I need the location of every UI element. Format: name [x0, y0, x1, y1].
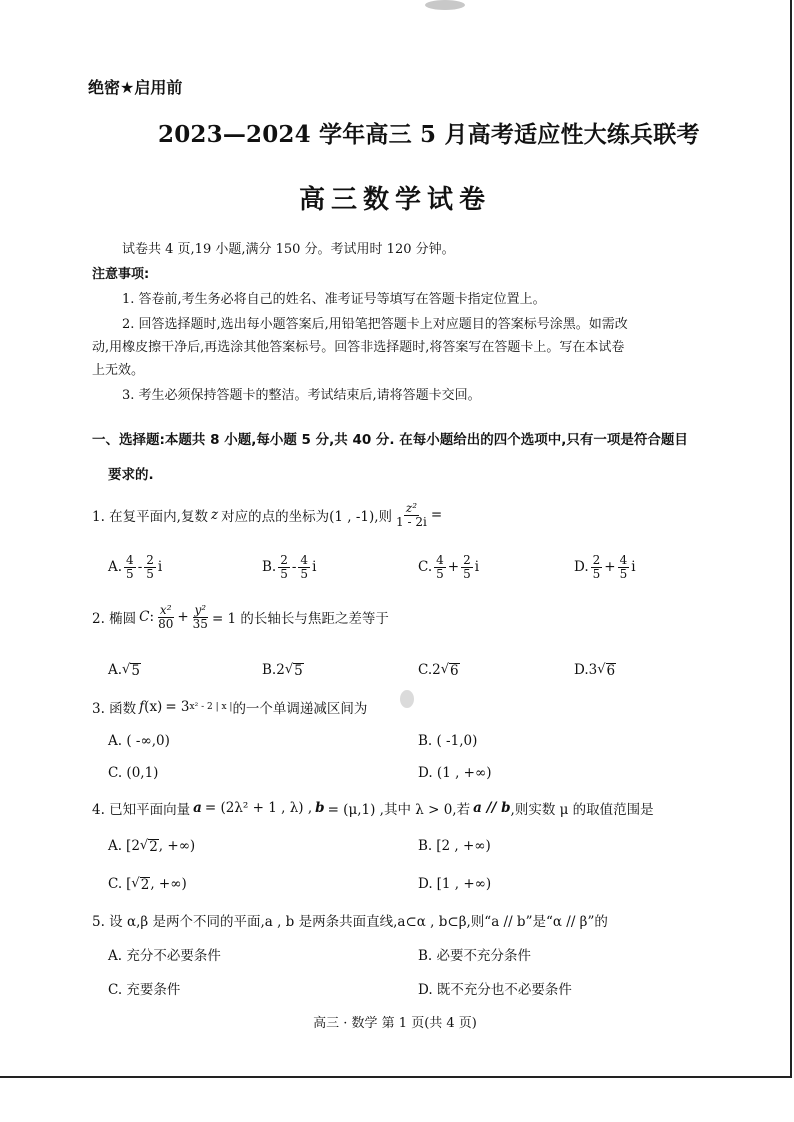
numerator: 2 — [463, 553, 471, 567]
q2-variable: C — [139, 609, 150, 626]
question-4 — [92, 798, 654, 818]
q2-suffix: = 1 的长轴长与焦距之差等于 — [211, 611, 389, 628]
option-label: D. — [574, 559, 589, 576]
q3-option-a: A. ( -∞,0) — [108, 733, 170, 749]
q3-exponent: x² - 2 | x | — [189, 702, 233, 712]
q3-option-c: C. (0,1) — [108, 765, 159, 781]
q2-fraction-x — [156, 604, 175, 630]
page-footer: 高三 · 数学 第 1 页(共 4 页) — [313, 1016, 477, 1031]
q4-prefix: 4. 已知平面向量 — [92, 802, 191, 818]
option-label: B. — [262, 559, 277, 576]
q4-parallel-condition: a // b — [473, 800, 511, 816]
q2-option-a — [108, 662, 141, 679]
q4-option-b — [418, 838, 491, 854]
option-text: [1 , +∞) — [436, 876, 492, 892]
q1-fraction — [394, 502, 429, 528]
option-fraction — [618, 554, 630, 580]
option-label: C. — [108, 876, 123, 893]
sqrt-symbol: √ 2 — [139, 838, 158, 855]
q1-option-b — [262, 554, 316, 580]
sqrt-symbol: √ 2 — [131, 876, 150, 893]
q4-option-a — [108, 838, 195, 855]
numerator: 4 — [436, 553, 444, 567]
option-fraction — [434, 554, 446, 580]
q1-variable: z — [210, 507, 219, 524]
numerator: 2 — [280, 553, 288, 567]
option-label: C. — [418, 559, 433, 576]
numerator: 2 — [592, 553, 601, 567]
denominator: 5 — [436, 566, 444, 581]
q3-suffix: 的一个单调递减区间为 — [232, 701, 368, 717]
q3-argument: (x) — [144, 699, 163, 715]
radicand: 5 — [131, 663, 140, 679]
sqrt-symbol: √ 6 — [597, 662, 616, 679]
q3-option-b: B. ( -1,0) — [418, 733, 478, 749]
q4-vector-b-value: = (μ,1) ,其中 λ > 0,若 — [327, 802, 471, 818]
numerator: x² — [159, 603, 172, 617]
notice-item-3: 3. 考生必须保持答题卡的整洁。考试结束后,请将答题卡交回。 — [122, 388, 481, 403]
denominator: 80 — [158, 616, 174, 631]
radicand: 2 — [140, 877, 150, 893]
radicand: 2 — [149, 839, 158, 855]
sqrt-symbol: √ 5 — [122, 662, 140, 679]
coefficient: 2 — [432, 662, 441, 679]
option-label: A. — [108, 838, 123, 855]
numerator: 4 — [126, 553, 134, 567]
q4-suffix: ,则实数 μ 的取值范围是 — [510, 802, 654, 818]
q2-colon: : — [149, 609, 155, 626]
option-fraction — [461, 554, 473, 580]
option-text: [2 — [126, 838, 140, 855]
radicand: 5 — [294, 663, 303, 679]
coefficient: 2 — [276, 662, 285, 679]
denominator: 5 — [280, 566, 288, 581]
notice-item-1: 1. 答卷前,考生务必将自己的姓名、准考证号等填写在答题卡指定位置上。 — [122, 292, 546, 307]
notice-item-2-line-1: 2. 回答选择题时,选出每小题答案后,用铅笔把答题卡上对应题目的答案标号涂黑。如需改 — [122, 317, 628, 332]
option-fraction — [144, 554, 156, 580]
denominator: 35 — [192, 616, 208, 631]
q1-option-a — [108, 554, 162, 580]
exam-subtitle: 高三数学试卷 — [298, 185, 491, 215]
denominator: 5 — [126, 566, 134, 581]
q3-option-d: D. (1 , +∞) — [418, 765, 492, 781]
option-text: , +∞) — [158, 838, 196, 855]
q1-fraction-numerator: z² — [405, 501, 418, 515]
radicand: 6 — [606, 663, 616, 679]
q5-option-d: D. 既不充分也不必要条件 — [418, 982, 572, 998]
q1-suffix: = — [430, 507, 443, 524]
option-fraction — [124, 554, 136, 580]
imaginary-unit: i — [474, 559, 480, 576]
q4-vector-b: b — [315, 800, 325, 816]
q4-vector-a-value: = (2λ² + 1 , λ) , — [204, 800, 313, 816]
q5-option-b: B. 必要不充分条件 — [418, 948, 532, 964]
q2-option-b — [262, 662, 304, 679]
q1-option-d — [574, 554, 636, 580]
numerator: 2 — [146, 553, 154, 567]
denominator: 5 — [463, 566, 471, 581]
q5-option-a: A. 充分不必要条件 — [108, 948, 221, 964]
exam-title: 2023—2024 学年高三 5 月高考适应性大练兵联考 — [158, 121, 700, 148]
option-text: , +∞) — [150, 876, 187, 893]
sqrt-symbol: √ 5 — [284, 662, 303, 679]
question-3 — [92, 697, 367, 717]
option-label: B. — [262, 662, 277, 679]
option-fraction — [298, 554, 310, 580]
sqrt-symbol: √ 6 — [440, 662, 459, 679]
q1-prefix: 1. 在复平面内,复数 — [92, 509, 208, 526]
numerator: 4 — [300, 553, 309, 567]
imaginary-unit: i — [631, 559, 636, 576]
q1-option-c — [418, 554, 479, 580]
notice-item-2-line-2: 动,用橡皮擦干净后,再选涂其他答案标号。回答非选择题时,将答案写在答题卡上。写在本试卷 — [92, 340, 625, 355]
notice-heading: 注意事项: — [92, 267, 150, 282]
denominator: 5 — [300, 566, 309, 581]
option-label: A. — [108, 559, 123, 576]
exam-intro: 试卷共 4 页,19 小题,满分 150 分。考试用时 120 分钟。 — [122, 242, 455, 257]
operator: + — [604, 559, 616, 576]
q2-fraction-y — [191, 604, 210, 630]
q3-equals-base: = 3 — [165, 699, 190, 715]
denominator: 5 — [619, 566, 628, 581]
option-label: C. — [418, 662, 433, 679]
section-heading: 一、选择题:本题共 8 小题,每小题 5 分,共 40 分. 在每小题给出的四个选项中,只有一项是符合题目 — [92, 432, 688, 448]
q2-option-c — [418, 662, 460, 679]
option-label: D. — [418, 876, 433, 892]
operator: - — [137, 559, 143, 576]
q4-vector-a: a — [193, 800, 202, 816]
section-heading-cont: 要求的. — [108, 467, 154, 483]
option-fraction — [591, 554, 603, 580]
option-label: A. — [108, 662, 123, 679]
notice-item-2-line-3: 上无效。 — [92, 363, 145, 378]
q4-option-c — [108, 876, 187, 893]
q2-option-d — [574, 662, 616, 679]
question-2 — [92, 604, 389, 630]
q3-function-name: f — [139, 699, 145, 715]
scan-smudge — [400, 690, 414, 708]
option-fraction — [278, 554, 290, 580]
q1-middle: 对应的点的坐标为(1 , -1),则 — [221, 509, 393, 526]
confidential-label: 绝密★启用前 — [88, 78, 183, 97]
numerator: y² — [194, 603, 207, 617]
question-1 — [92, 502, 442, 528]
q2-prefix: 2. 椭圆 — [92, 611, 137, 628]
option-label: B. — [418, 838, 433, 854]
numerator: 4 — [619, 553, 628, 567]
imaginary-unit: i — [157, 559, 163, 576]
radicand: 6 — [450, 663, 459, 679]
q4-option-d — [418, 876, 491, 892]
option-text: [2 , +∞) — [436, 838, 491, 854]
denominator: 5 — [146, 566, 154, 581]
option-label: D. — [574, 662, 589, 679]
scan-smudge — [425, 0, 465, 10]
operator: + — [447, 559, 460, 576]
operator: - — [291, 559, 297, 576]
imaginary-unit: i — [312, 559, 317, 576]
option-text: [ — [126, 876, 132, 893]
question-5: 5. 设 α,β 是两个不同的平面,a , b 是两条共面直线,a⊂α , b⊂β,则“a // b”是“α // β”的 — [92, 914, 608, 930]
q5-option-c: C. 充要条件 — [108, 982, 181, 998]
q1-fraction-denominator: 1 - 2i — [396, 514, 427, 529]
denominator: 5 — [592, 566, 601, 581]
q2-plus: + — [177, 609, 189, 626]
coefficient: 3 — [588, 662, 598, 679]
q3-prefix: 3. 函数 — [92, 701, 137, 717]
